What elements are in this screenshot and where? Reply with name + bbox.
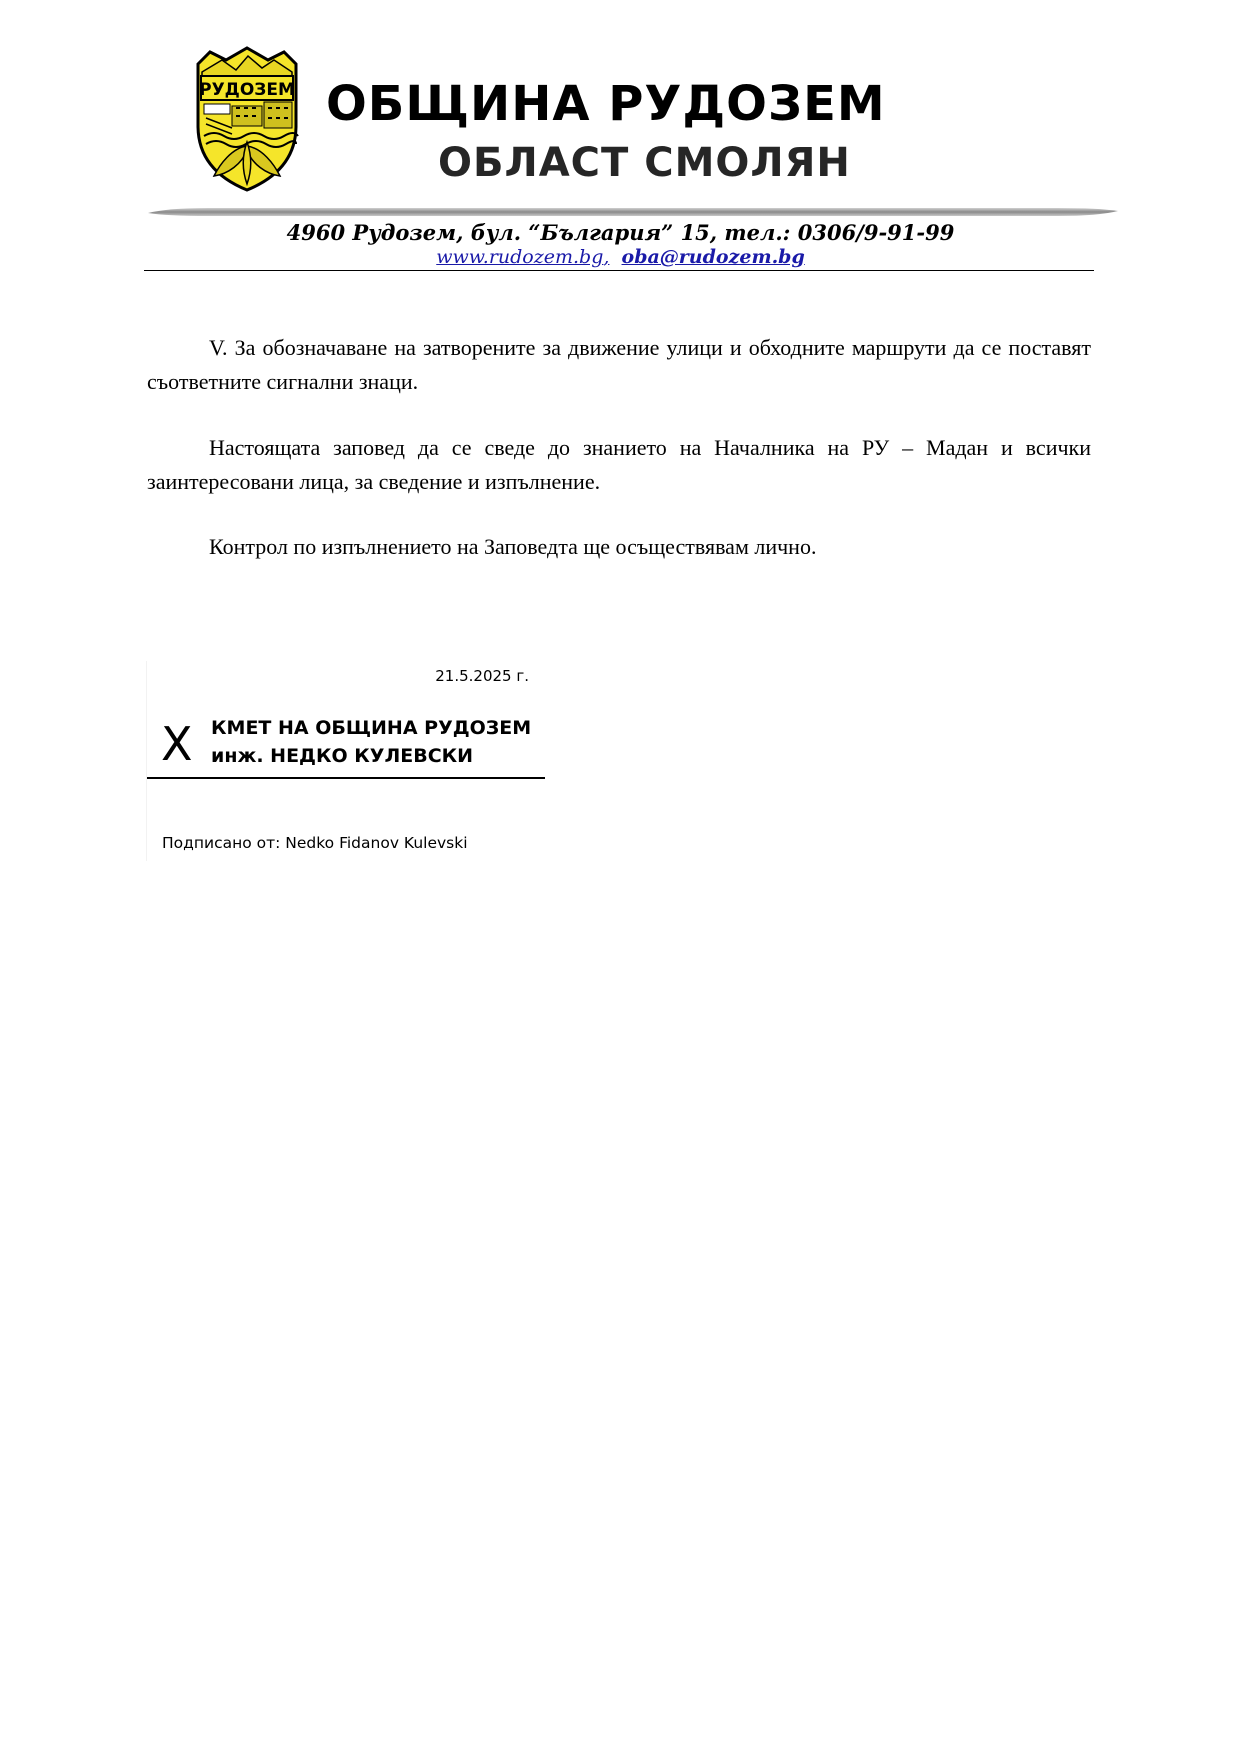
municipality-title: ОБЩИНА РУДОЗЕМ bbox=[326, 76, 886, 132]
header-divider bbox=[148, 206, 1118, 218]
signature-mark: X bbox=[161, 717, 193, 771]
signature-date: 21.5.2025 г. bbox=[435, 667, 529, 685]
signature-line bbox=[147, 777, 545, 779]
paragraph-signs: V. За обозначаване на затворените за движение улици и обходните маршрути да се поставят съответните сигнални знаци. bbox=[147, 335, 1091, 394]
svg-text:РУДОЗЕМ: РУДОЗЕМ bbox=[199, 80, 295, 100]
header-thin-divider bbox=[144, 270, 1094, 271]
municipality-address: 4960 Рудозем, бул. “България” 15, тел.: 0306/9-91-99 bbox=[286, 220, 955, 245]
municipality-crest-logo bbox=[192, 46, 302, 192]
email-link[interactable]: oba@rudozem.bg bbox=[621, 246, 805, 268]
signed-by-text: Подписано от: Nedko Fidanov Kulevski bbox=[162, 834, 468, 852]
signer-name: инж. НЕДКО КУЛЕВСКИ bbox=[211, 745, 474, 767]
paragraph-control: Контрол по изпълнението на Заповедта ще осъществявам лично. bbox=[209, 534, 817, 559]
website-link[interactable]: www.rudozem.bg bbox=[436, 246, 604, 268]
digital-signature-block[interactable] bbox=[147, 661, 545, 861]
signer-title: КМЕТ НА ОБЩИНА РУДОЗЕМ bbox=[211, 717, 532, 739]
region-subtitle: ОБЛАСТ СМОЛЯН bbox=[438, 140, 851, 186]
contact-separator: , bbox=[603, 246, 610, 268]
contact-links bbox=[0, 246, 1241, 268]
paragraph-notification: Настоящата заповед да се сведе до знанието на Началника на РУ – Мадан и всички заинтересовани лица, за сведение и изпълнение. bbox=[147, 435, 1091, 494]
